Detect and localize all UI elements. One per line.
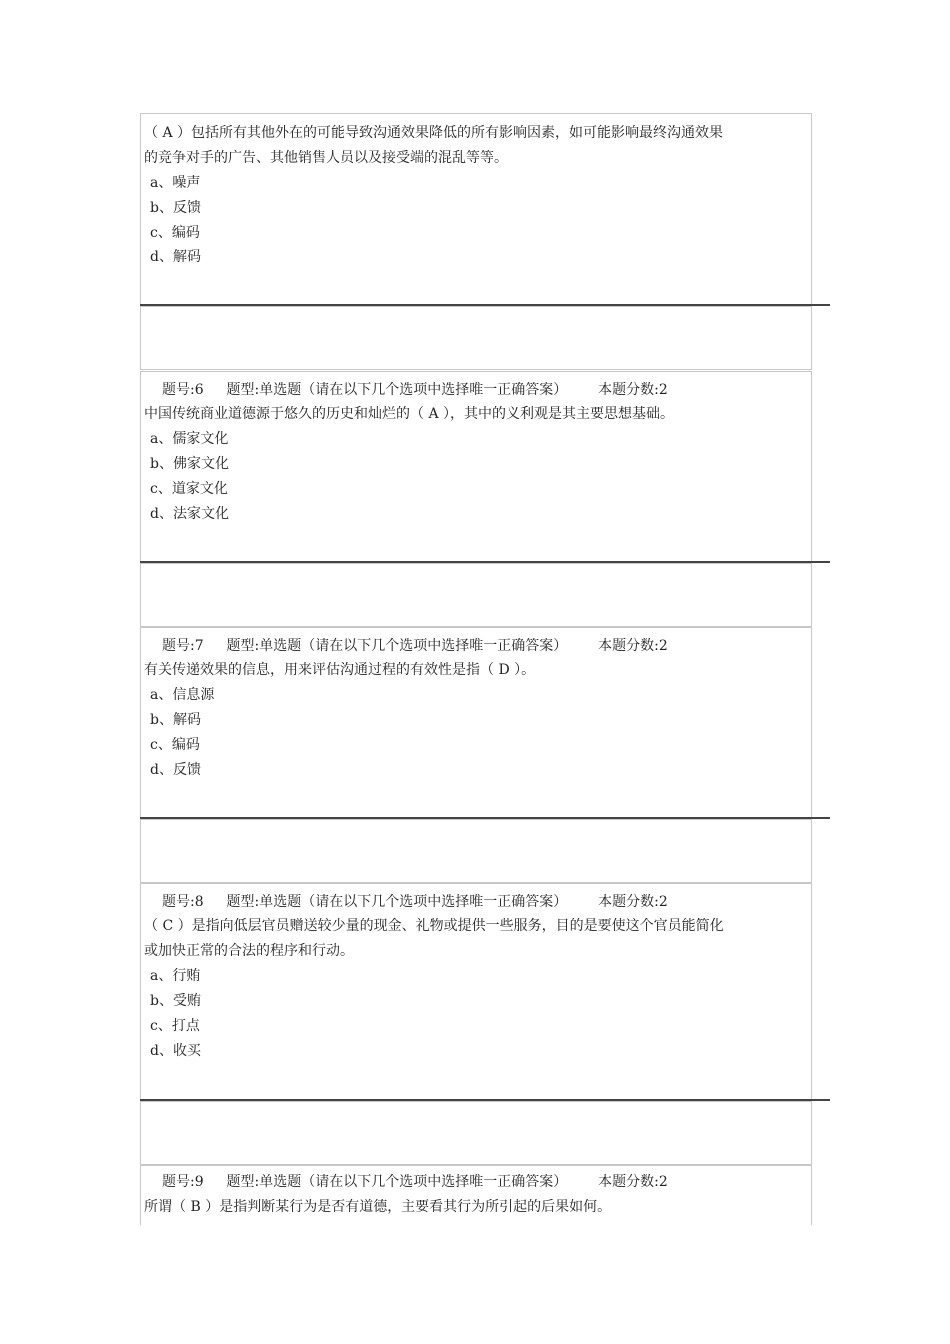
question-number: 题号:8 — [162, 894, 204, 910]
option-c: c、打点 — [150, 1018, 200, 1034]
option-b: b、反馈 — [150, 200, 201, 216]
answer-gap-box — [140, 819, 812, 883]
question-number: 题号:7 — [162, 638, 204, 654]
option-d: d、法家文化 — [150, 506, 229, 522]
option-a: a、噪声 — [150, 175, 201, 191]
option-b: b、解码 — [150, 712, 201, 728]
question-stem-line: 的竞争对手的广告、其他销售人员以及接受端的混乱等等。 — [144, 150, 508, 166]
answer-gap-box — [140, 563, 812, 627]
question-number: 题号:9 — [162, 1174, 204, 1190]
question-header — [162, 634, 668, 659]
question-type: 题型:单选题（请在以下几个选项中选择唯一正确答案） — [226, 638, 568, 654]
question-number: 题号:6 — [162, 382, 204, 398]
option-a: a、信息源 — [150, 687, 215, 703]
question-header — [162, 890, 668, 915]
option-c: c、编码 — [150, 225, 200, 241]
question-score: 本题分数:2 — [598, 638, 668, 654]
option-d: d、反馈 — [150, 762, 201, 778]
question-stem-line: （ C ）是指向低层官员赠送较少量的现金、礼物或提供一些服务，目的是要使这个官员能简化 — [144, 918, 724, 934]
option-b: b、受贿 — [150, 993, 201, 1009]
question-stem-line: （ A ）包括所有其他外在的可能导致沟通效果降低的所有影响因素，如可能影响最终沟通效果 — [144, 125, 724, 141]
option-a: a、行贿 — [150, 968, 201, 984]
question-type: 题型:单选题（请在以下几个选项中选择唯一正确答案） — [226, 894, 568, 910]
option-a: a、儒家文化 — [150, 431, 229, 447]
question-stem-line: 所谓（ B ）是指判断某行为是否有道德，主要看其行为所引起的后果如何。 — [144, 1199, 612, 1215]
question-stem-line: 或加快正常的合法的程序和行动。 — [144, 943, 354, 959]
question-score: 本题分数:2 — [598, 894, 668, 910]
option-b: b、佛家文化 — [150, 456, 229, 472]
question-score: 本题分数:2 — [598, 1174, 668, 1190]
answer-gap-box — [140, 306, 812, 370]
question-stem-line: 中国传统商业道德源于悠久的历史和灿烂的（ A ），其中的义利观是其主要思想基础。 — [144, 406, 675, 422]
question-type: 题型:单选题（请在以下几个选项中选择唯一正确答案） — [226, 1174, 568, 1190]
option-d: d、收买 — [150, 1043, 201, 1059]
option-c: c、编码 — [150, 737, 200, 753]
question-header — [162, 1170, 668, 1195]
question-stem-line: 有关传递效果的信息，用来评估沟通过程的有效性是指（ D ）。 — [144, 662, 536, 678]
question-score: 本题分数:2 — [598, 382, 668, 398]
answer-gap-box — [140, 1101, 812, 1165]
question-header — [162, 378, 668, 403]
option-c: c、道家文化 — [150, 481, 228, 497]
option-d: d、解码 — [150, 249, 201, 265]
question-type: 题型:单选题（请在以下几个选项中选择唯一正确答案） — [226, 382, 568, 398]
